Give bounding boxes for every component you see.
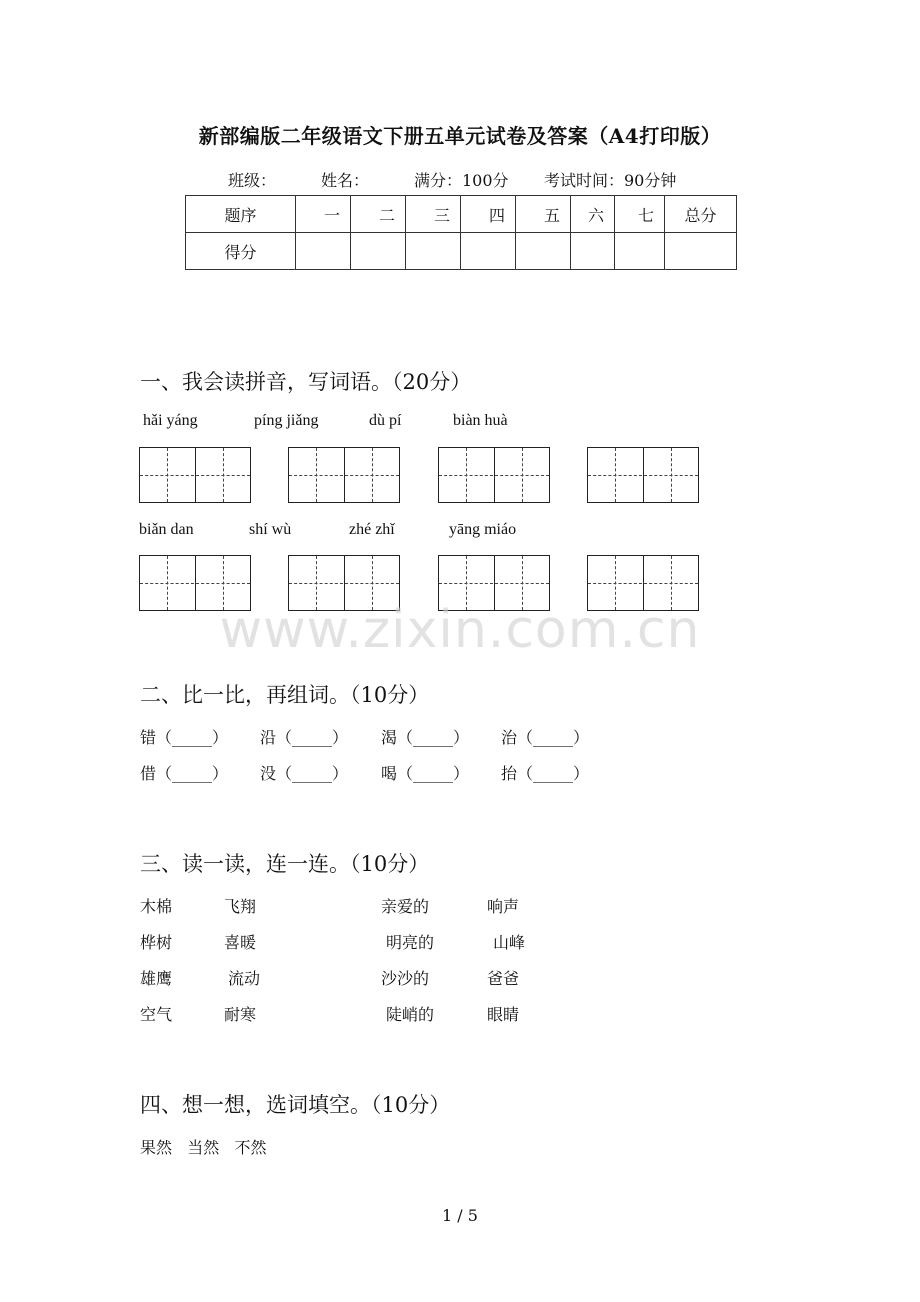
section-4-heading: 四、想一想，选词填空。（10分） [140,1093,451,1117]
pinyin-7: zhé zhǐ [349,521,395,538]
col-3: 三 [406,196,461,233]
pinyin-1: hǎi yáng [143,412,198,429]
match-item: 明亮的 [386,933,435,952]
total-label: 总分 [665,196,737,233]
word-item: 借（_____） [140,764,229,783]
pinyin-8: yāng miáo [449,521,517,538]
match-item: 亲爱的 [381,897,430,916]
score-cell-3[interactable] [406,233,461,270]
match-item: 眼睛 [487,1005,520,1024]
section-3-heading: 三、读一读，连一连。（10分） [140,852,430,876]
word-item: 渴（_____） [381,728,470,747]
col-5: 五 [516,196,571,233]
name-label: 姓名： [321,171,370,190]
full-score-label: 满分：100分 [414,171,509,190]
col-4: 四 [461,196,516,233]
match-item: 陡峭的 [386,1005,435,1024]
sequence-label: 题序 [186,196,296,233]
col-6: 六 [571,196,615,233]
score-table-header-row [186,196,737,233]
score-cell-7[interactable] [615,233,665,270]
class-label: 班级： [228,171,277,190]
score-table-score-row [186,233,737,270]
document-title: 新部编版二年级语文下册五单元试卷及答案（A4打印版） [198,124,722,148]
word-choices: 果然 当然 不然 [140,1138,267,1157]
word-item: 喝（_____） [381,764,470,783]
score-cell-6[interactable] [571,233,615,270]
pinyin-5: biǎn dan [139,521,194,538]
word-item: 治（_____） [501,728,590,747]
score-table [185,195,737,270]
writing-grid[interactable] [438,447,550,503]
watermark: www.zixin.com.cn [219,600,701,660]
match-item: 桦树 [140,933,173,952]
word-item: 抬（_____） [501,764,590,783]
match-item: 沙沙的 [381,969,430,988]
writing-grid[interactable] [139,447,251,503]
page-number: 1 / 5 [442,1206,478,1225]
writing-grid[interactable] [288,447,400,503]
col-2: 二 [351,196,406,233]
match-item: 爸爸 [487,969,520,988]
word-item: 沿（_____） [260,728,349,747]
score-cell-4[interactable] [461,233,516,270]
match-item: 响声 [487,897,520,916]
exam-time-label: 考试时间：90分钟 [544,171,677,190]
word-item: 错（_____） [140,728,229,747]
col-1: 一 [296,196,351,233]
match-item: 山峰 [493,933,526,952]
score-label: 得分 [186,233,296,270]
match-item: 飞翔 [224,897,257,916]
pinyin-4: biàn huà [453,412,508,429]
match-item: 喜暖 [224,933,257,952]
match-item: 雄鹰 [140,969,173,988]
pinyin-2: píng jiǎng [254,412,319,429]
match-item: 耐寒 [224,1005,257,1024]
score-cell-2[interactable] [351,233,406,270]
col-7: 七 [615,196,665,233]
score-cell-1[interactable] [296,233,351,270]
writing-grid[interactable] [587,447,699,503]
pinyin-6: shí wù [249,521,292,538]
word-item: 没（_____） [260,764,349,783]
match-item: 流动 [228,969,261,988]
score-cell-5[interactable] [516,233,571,270]
score-cell-total[interactable] [665,233,737,270]
match-item: 空气 [140,1005,173,1024]
section-2-heading: 二、比一比，再组词。（10分） [140,683,430,707]
pinyin-3: dù pí [369,412,402,429]
section-1-heading: 一、我会读拼音，写词语。（20分） [140,370,472,394]
match-item: 木棉 [140,897,173,916]
